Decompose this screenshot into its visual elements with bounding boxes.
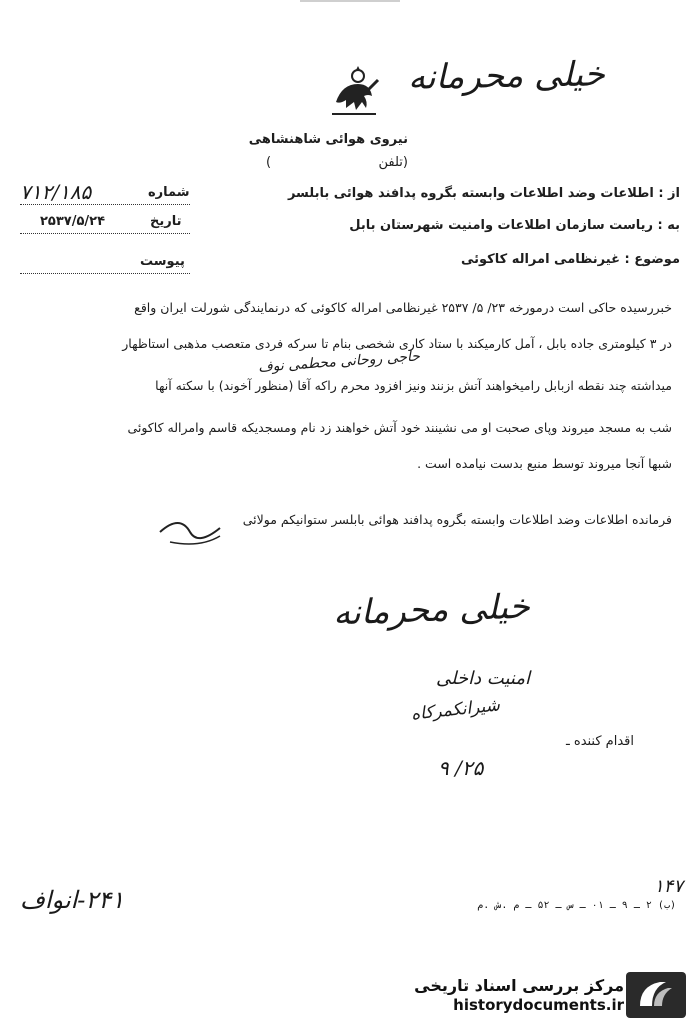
lion-and-sun-emblem-icon [324,62,384,122]
watermark-logo-icon [626,972,686,1018]
signature-scribble-icon [150,512,230,552]
number-underline [20,204,190,205]
margin-number: ۲۵/ ۹ [438,756,484,780]
body-line-3: میداشته چند نقطه ازبابل رامیخواهند آتش بزنند ونیز افزود محرم راکه آقا (منظور آخوند) با سکته آنها [155,378,672,393]
body-line-1: خبررسیده حاکی است درمورخه ۲۳/ ۵/ ۲۵۳۷ غیرنظامی امراله کاکوئی که درنمایندگی شورلت ایران واقع [134,300,672,315]
action-label: اقدام کننده ـ [565,734,634,749]
signature-line: فرمانده اطلاعات وضد اطلاعات وابسته بگروه پدافند هوائی بابلسر ستوانیکم مولائی [242,512,672,527]
phone-label: (تلفن ) [266,155,408,170]
number-value: ۷۱۲/۱۸۵ [20,180,92,204]
body-line-4: شب به مسجد میروند وپای صحبت او می نشینند خود آتش خواهند زد نام ومسجدیکه قاسم وامراله کاکوئی [127,420,672,435]
date-label: تاریخ [150,214,182,229]
body-line-5: شبها آنجا میروند توسط منبع بدست نیامده است . [417,456,672,471]
date-underline [20,233,190,234]
bottom-left-code: ۲۴۱-انواف [20,886,125,914]
attachment-label: پیوست [140,254,185,269]
bottom-right-code: (ب) ۲ ـ ۹ ـ ۰۱ ـ س ـ ۵۲ ـ م .ش .م [477,900,676,911]
watermark-url: historydocuments.ir [453,996,624,1014]
date-value: ۲۵۳۷/۵/۲۴ [40,214,106,229]
classification-stamp-top: خیلی محرمانه [407,54,606,98]
body-line-2: در ۳ کیلومتری جاده بابل ، آمل کارمیکند با ستاد کاری شخصی بنام تا سرکه فردی متعصب مذهبی استاظهار [122,336,672,351]
from-line: از : اطلاعات وضد اطلاعات وابسته بگروه پدافند هوائی بابلسر [287,186,680,201]
page-number: ۱۴۷ [654,876,684,897]
number-label: شماره [148,185,190,200]
margin-note-handwritten: شیرانکمرکاه [410,695,501,725]
watermark-title: مرکز بررسی اسناد تاریخی [414,976,624,995]
subject-line: موضوع : غیرنظامی امراله کاکوئی [461,252,680,267]
to-line: به : ریاست سازمان اطلاعات وامنیت شهرستان بابل [349,218,680,233]
handwritten-annotation: حاجی روحانی محطمی نوف [257,348,421,376]
classification-stamp-bottom: خیلی محرمانه [332,586,531,634]
attachment-underline [20,273,190,274]
organization-name: نیروی هوائی شاهنشاهی [248,132,408,147]
top-edge-line [300,0,400,2]
margin-note-internal-security: امنیت داخلی [435,668,530,689]
